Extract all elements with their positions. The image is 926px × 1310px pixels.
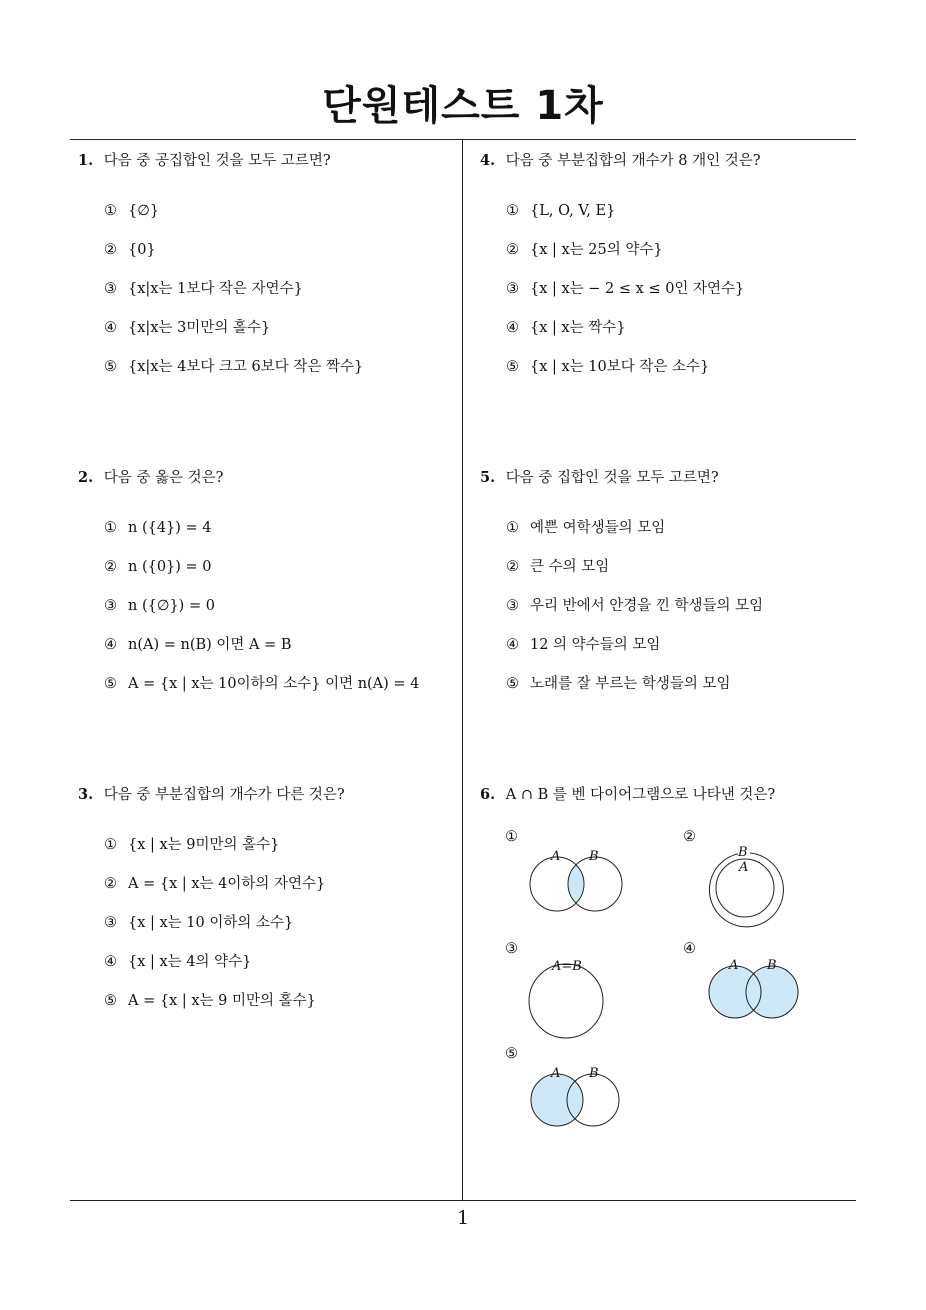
question-number: 4. — [480, 152, 496, 169]
option-mark: ① — [506, 203, 519, 219]
option-mark: ③ — [506, 281, 519, 297]
venn-option-3[interactable] — [505, 941, 635, 1040]
option-list — [78, 835, 458, 1030]
option-mark: ③ — [104, 281, 117, 297]
option-1[interactable] — [506, 518, 860, 557]
venn-option-2[interactable] — [683, 829, 813, 933]
option-2[interactable] — [104, 557, 458, 596]
question-number: 3. — [78, 786, 94, 803]
venn-option-1[interactable] — [505, 829, 635, 913]
option-mark: ① — [104, 837, 117, 853]
question-prompt: 다음 중 부분집합의 개수가 다른 것은? — [103, 787, 345, 803]
option-mark: ⑤ — [104, 359, 117, 375]
option-mark: ⑤ — [506, 359, 519, 375]
option-1[interactable] — [506, 201, 860, 240]
venn-option-4[interactable] — [683, 941, 813, 1025]
option-text: 12 의 약수들의 모임 — [530, 637, 661, 653]
question-5 — [480, 466, 860, 713]
option-mark: ④ — [104, 320, 117, 336]
option-2[interactable] — [506, 240, 860, 279]
option-text: A = {x | x는 9 미만의 홀수} — [128, 993, 316, 1009]
option-text: {x | x는 짝수} — [530, 320, 626, 336]
label-b: B — [589, 1066, 599, 1081]
page-number: 1 — [456, 1207, 470, 1229]
column-divider — [462, 139, 463, 1200]
option-mark: ⑤ — [506, 676, 519, 692]
option-mark: ④ — [104, 637, 117, 653]
option-text: {x | x는 4의 약수} — [128, 954, 252, 970]
option-mark: ① — [505, 829, 518, 845]
option-5[interactable] — [506, 357, 860, 396]
option-text: n ({4}) = 4 — [128, 520, 212, 536]
option-mark: ③ — [505, 941, 518, 957]
option-list — [480, 201, 860, 396]
label-a: A — [551, 1066, 561, 1081]
option-2[interactable] — [104, 240, 458, 279]
option-list — [480, 518, 860, 713]
label-b: B — [767, 958, 777, 973]
option-5[interactable] — [104, 674, 458, 713]
option-mark: ④ — [104, 954, 117, 970]
option-text: {x|x는 1보다 작은 자연수} — [128, 281, 303, 297]
label-ab: A=B — [552, 959, 582, 974]
option-1[interactable] — [104, 201, 458, 240]
label-a: A — [739, 860, 749, 875]
question-prompt: A ∩ B 를 벤 다이어그램으로 나타낸 것은? — [505, 787, 776, 803]
label-a: A — [729, 958, 739, 973]
venn-diagram — [683, 945, 813, 1025]
question-6 — [480, 783, 860, 804]
option-5[interactable] — [104, 357, 458, 396]
label-b: B — [738, 845, 748, 860]
option-text: 노래를 잘 부르는 학생들의 모임 — [530, 676, 731, 692]
option-text: {x | x는 25의 약수} — [530, 242, 663, 258]
option-text: n ({∅}) = 0 — [128, 598, 215, 614]
option-list — [78, 518, 458, 713]
option-3[interactable] — [506, 279, 860, 318]
option-text: 큰 수의 모임 — [530, 559, 610, 575]
question-1 — [78, 149, 458, 396]
option-text: {x | x는 − 2 ≤ x ≤ 0인 자연수} — [530, 281, 745, 297]
option-3[interactable] — [104, 279, 458, 318]
option-mark: ④ — [506, 320, 519, 336]
option-mark: ② — [104, 876, 117, 892]
question-header — [480, 783, 860, 804]
option-5[interactable] — [506, 674, 860, 713]
option-mark: ⑤ — [104, 993, 117, 1009]
question-header — [78, 783, 458, 804]
option-1[interactable] — [104, 835, 458, 874]
question-4 — [480, 149, 860, 396]
question-number: 6. — [480, 786, 496, 803]
question-header — [480, 466, 860, 487]
option-4[interactable] — [506, 635, 860, 674]
option-5[interactable] — [104, 991, 458, 1030]
option-mark: ② — [104, 559, 117, 575]
page-title: 단원테스트 1차 — [322, 83, 604, 129]
question-number: 5. — [480, 469, 496, 486]
question-prompt: 다음 중 부분집합의 개수가 8 개인 것은? — [505, 153, 761, 169]
option-mark: ③ — [104, 915, 117, 931]
option-text: A = {x | x는 10이하의 소수} 이면 n(A) = 4 — [128, 676, 420, 692]
circle-ab — [529, 964, 603, 1038]
label-a: A — [551, 849, 561, 864]
top-rule — [70, 139, 856, 140]
option-3[interactable] — [506, 596, 860, 635]
label-b: B — [589, 849, 599, 864]
venn-diagram — [505, 1050, 635, 1130]
option-3[interactable] — [104, 913, 458, 952]
option-1[interactable] — [104, 518, 458, 557]
option-text: 예쁜 여학생들의 모임 — [530, 520, 666, 536]
option-text: {L, O, V, E} — [530, 203, 616, 219]
venn-option-5[interactable] — [505, 1046, 635, 1130]
option-mark: ③ — [506, 598, 519, 614]
option-3[interactable] — [104, 596, 458, 635]
option-2[interactable] — [506, 557, 860, 596]
option-text: 우리 반에서 안경을 낀 학생들의 모임 — [530, 598, 764, 614]
venn-diagram — [505, 833, 635, 913]
option-text: n(A) = n(B) 이면 A = B — [128, 637, 292, 653]
option-2[interactable] — [104, 874, 458, 913]
question-3 — [78, 783, 458, 1030]
option-mark: ⑤ — [104, 676, 117, 692]
option-mark: ① — [506, 520, 519, 536]
option-mark: ② — [104, 242, 117, 258]
option-text: {x | x는 10보다 작은 소수} — [530, 359, 710, 375]
option-4[interactable] — [104, 952, 458, 991]
bottom-rule — [70, 1200, 856, 1201]
option-mark: ④ — [506, 637, 519, 653]
option-text: A = {x | x는 4이하의 자연수} — [128, 876, 326, 892]
option-text: {∅} — [128, 203, 160, 219]
option-text: {x|x는 4보다 크고 6보다 작은 짝수} — [128, 359, 364, 375]
question-header — [480, 149, 860, 170]
option-mark: ⑤ — [505, 1046, 518, 1062]
option-4[interactable] — [104, 318, 458, 357]
venn-diagram — [505, 945, 635, 1040]
question-number: 1. — [78, 152, 94, 169]
question-prompt: 다음 중 집합인 것을 모두 고르면? — [505, 470, 719, 486]
option-mark: ① — [104, 203, 117, 219]
option-4[interactable] — [506, 318, 860, 357]
option-mark: ② — [506, 242, 519, 258]
question-header — [78, 466, 458, 487]
option-mark: ② — [506, 559, 519, 575]
option-4[interactable] — [104, 635, 458, 674]
option-mark: ③ — [104, 598, 117, 614]
option-list — [78, 201, 458, 396]
option-text: {x|x는 3미만의 홀수} — [128, 320, 271, 336]
question-2 — [78, 466, 458, 713]
option-text: n ({0}) = 0 — [128, 559, 212, 575]
question-number: 2. — [78, 469, 94, 486]
option-text: {0} — [128, 242, 156, 258]
option-mark: ② — [683, 829, 696, 845]
option-mark: ① — [104, 520, 117, 536]
question-header — [78, 149, 458, 170]
question-prompt: 다음 중 공집합인 것을 모두 고르면? — [103, 153, 331, 169]
option-text: {x | x는 10 이하의 소수} — [128, 915, 294, 931]
question-prompt: 다음 중 옳은 것은? — [103, 470, 224, 486]
option-text: {x | x는 9미만의 홀수} — [128, 837, 280, 853]
venn-diagram — [683, 833, 813, 933]
option-mark: ④ — [683, 941, 696, 957]
